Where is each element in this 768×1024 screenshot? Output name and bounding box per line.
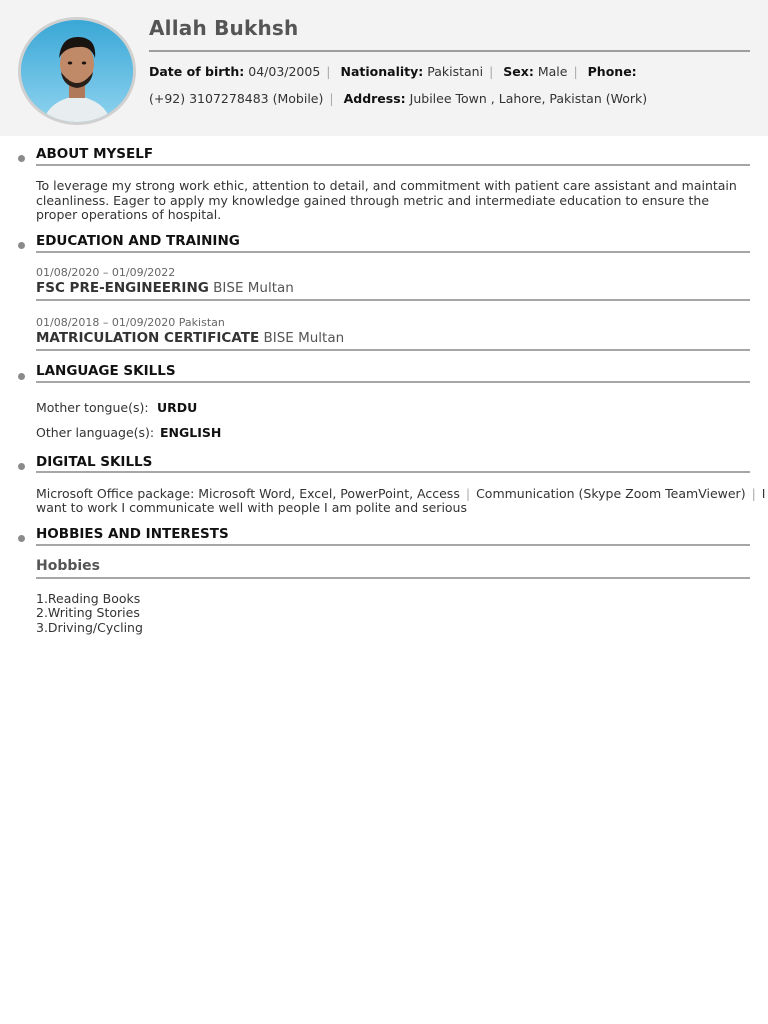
nationality-value: Pakistani: [427, 64, 484, 79]
digital-skill: Microsoft Office package: Microsoft Word, Excel, PowerPoint, Access: [36, 486, 460, 501]
mother-tongue-label: Mother tongue(s):: [36, 400, 149, 415]
degree-name: MATRICULATION CERTIFICATE: [36, 330, 260, 346]
sex-value: Male: [537, 64, 568, 79]
education-entry-title: [36, 330, 344, 346]
degree-name: FSC PRE-ENGINEERING: [36, 280, 209, 296]
hobbies-divider: [36, 544, 750, 546]
hobbies-subtitle-divider: [36, 577, 750, 579]
about-text: To leverage my strong work ethic, attention to detail, and commitment with patient care assistant and maintain cleanliness. Eager to apply my knowledge gained through metric and intermediate education to ensure the proper operations of hospital.: [36, 178, 737, 223]
hobbies-subtitle: Hobbies: [36, 558, 101, 574]
about-divider: [36, 164, 750, 166]
digital-skill-start: I: [761, 486, 766, 501]
personal-info-line-2: (+92) 3107278483 (Mobile) | Address: Jubilee Town , Lahore, Pakistan (Work): [149, 91, 648, 106]
hobby-item: 2.Writing Stories: [36, 605, 140, 620]
other-language-label: Other language(s):: [36, 425, 155, 440]
personal-info-line-1: Date of birth: 04/03/2005 | Nationality: Pakistani | Sex: Male | Phone:: [149, 64, 637, 79]
other-language-value: ENGLISH: [160, 425, 222, 440]
institute-name: BISE Multan: [208, 280, 294, 296]
hobby-item: 1.Reading Books: [36, 591, 141, 606]
profile-photo: [18, 17, 136, 125]
phone-value: (+92) 3107278483 (Mobile): [149, 91, 324, 106]
institute-name: BISE Multan: [259, 330, 345, 346]
hobbies-section-title: HOBBIES AND INTERESTS: [36, 526, 229, 542]
about-section-title: ABOUT MYSELF: [36, 146, 154, 162]
language-divider: [36, 381, 750, 383]
education-entry-title: [36, 280, 294, 296]
phone-label: Phone:: [587, 64, 637, 79]
education-date: 01/08/2018 – 01/09/2020 Pakistan: [36, 316, 225, 329]
dob-value: 04/03/2005: [248, 64, 321, 79]
digital-skills-line-1: Microsoft Office package: Microsoft Word, Excel, PowerPoint, Access | Communication (Skype Zoom TeamViewer) | I: [36, 486, 766, 501]
education-entry-divider: [36, 299, 750, 301]
profile-header: [0, 0, 768, 136]
language-section-title: LANGUAGE SKILLS: [36, 363, 176, 379]
digital-divider: [36, 471, 750, 473]
section-bullet: [18, 463, 25, 470]
education-entry-divider: [36, 349, 750, 351]
digital-section-title: DIGITAL SKILLS: [36, 454, 153, 470]
mother-tongue-value: URDU: [157, 400, 198, 415]
education-date: 01/08/2020 – 01/09/2022: [36, 266, 176, 279]
section-bullet: [18, 373, 25, 380]
section-bullet: [18, 155, 25, 162]
address-value: Jubilee Town , Lahore, Pakistan (Work): [409, 91, 648, 106]
education-divider: [36, 251, 750, 253]
sex-label: Sex:: [503, 64, 534, 79]
nationality-label: Nationality:: [340, 64, 424, 79]
education-section-title: EDUCATION AND TRAINING: [36, 233, 240, 249]
digital-skills-line-2: want to work I communicate well with people I am polite and serious: [36, 500, 467, 515]
digital-skill: Communication (Skype Zoom TeamViewer): [476, 486, 746, 501]
candidate-name: Allah Bukhsh: [149, 16, 299, 40]
section-bullet: [18, 535, 25, 542]
address-label: Address:: [343, 91, 406, 106]
name-divider: [149, 50, 750, 52]
dob-label: Date of birth:: [149, 64, 245, 79]
section-bullet: [18, 242, 25, 249]
hobby-item: 3.Driving/Cycling: [36, 620, 143, 635]
